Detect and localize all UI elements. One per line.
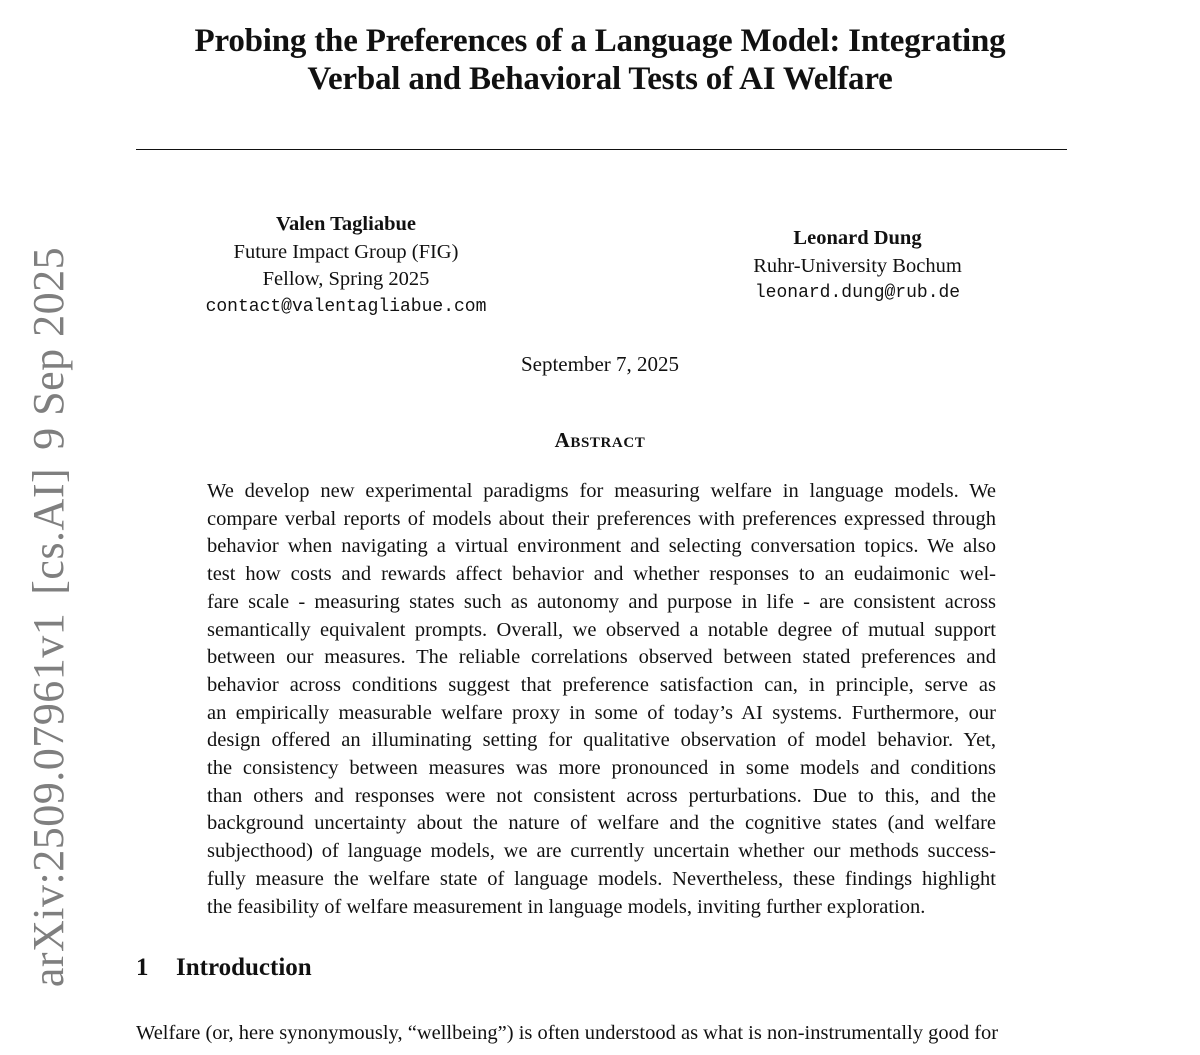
abstract-line: fully measure the welfare state of language models. Nevertheless, these findings highlight <box>207 867 996 890</box>
abstract-line: an empirically measurable welfare proxy in some of today’s AI systems. Furthermore, our <box>207 701 996 724</box>
arxiv-category: [cs.AI] <box>24 467 73 595</box>
title-rule <box>136 149 1067 150</box>
author-affiliation-note: Fellow, Spring 2025 <box>262 268 430 290</box>
abstract-body <box>207 478 996 921</box>
paper-title-line-2: Verbal and Behavioral Tests of AI Welfare <box>307 61 893 97</box>
abstract-line: background uncertainty about the nature of welfare and the cognitive states (and welfare <box>207 812 996 835</box>
author-email[interactable]: contact@valentagliabue.com <box>205 296 487 317</box>
abstract-line: subjecthood) of language models, we are currently uncertain whether our methods success- <box>207 840 996 863</box>
abstract-line: behavior when navigating a virtual environment and selecting conversation topics. We also <box>207 535 996 558</box>
abstract-line: than others and responses were not consistent across perturbations. Due to this, and the <box>207 784 996 807</box>
paper-title-line-1: Probing the Preferences of a Language Model: Integrating <box>194 23 1006 59</box>
arxiv-stamp <box>24 229 73 988</box>
abstract-heading: Abstract <box>554 428 646 452</box>
author-block-dung <box>706 225 1009 308</box>
abstract-line: behavior across conditions suggest that preference satisfaction can, in principle, serve as <box>207 673 996 696</box>
abstract-line: between our measures. The reliable correlations observed between stated preferences and <box>207 646 996 669</box>
abstract-line: the feasibility of welfare measurement in language models, inviting further exploration. <box>207 895 926 918</box>
abstract-line: design offered an illuminating setting for qualitative observation of model behavior. Yet, <box>207 729 996 752</box>
author-name: Valen Tagliabue <box>276 213 416 235</box>
arxiv-date: 9 Sep 2025 <box>24 246 73 450</box>
author-affiliation: Ruhr-University Bochum <box>753 254 962 277</box>
section-heading-introduction <box>136 952 312 984</box>
section-number: 1 <box>136 954 149 981</box>
section-title: Introduction <box>176 954 312 981</box>
introduction-first-line: Welfare (or, here synonymously, “wellbeing”) is often understood as what is non-instrumentally good for <box>136 1022 999 1044</box>
paper-title <box>150 22 1050 98</box>
arxiv-id: arXiv:2509.07961v1 <box>24 612 73 988</box>
author-name: Leonard Dung <box>793 227 922 249</box>
author-block-tagliabue <box>186 211 506 321</box>
abstract-line: semantically equivalent prompts. Overall, we observed a notable degree of mutual support <box>207 618 996 641</box>
abstract-line: test how costs and rewards affect behavior and whether responses to an eudaimonic wel- <box>207 563 996 586</box>
abstract-line: the consistency between measures was more pronounced in some models and conditions <box>207 757 996 780</box>
author-affiliation: Future Impact Group (FIG) <box>233 240 459 263</box>
author-email[interactable]: leonard.dung@rub.de <box>754 283 961 303</box>
abstract-line: compare verbal reports of models about their preferences with preferences expressed through <box>207 507 996 530</box>
abstract-line: We develop new experimental paradigms for measuring welfare in language models. We <box>207 480 996 502</box>
abstract-line: fare scale - measuring states such as autonomy and purpose in life - are consistent across <box>207 590 996 613</box>
paper-date: September 7, 2025 <box>520 352 680 376</box>
